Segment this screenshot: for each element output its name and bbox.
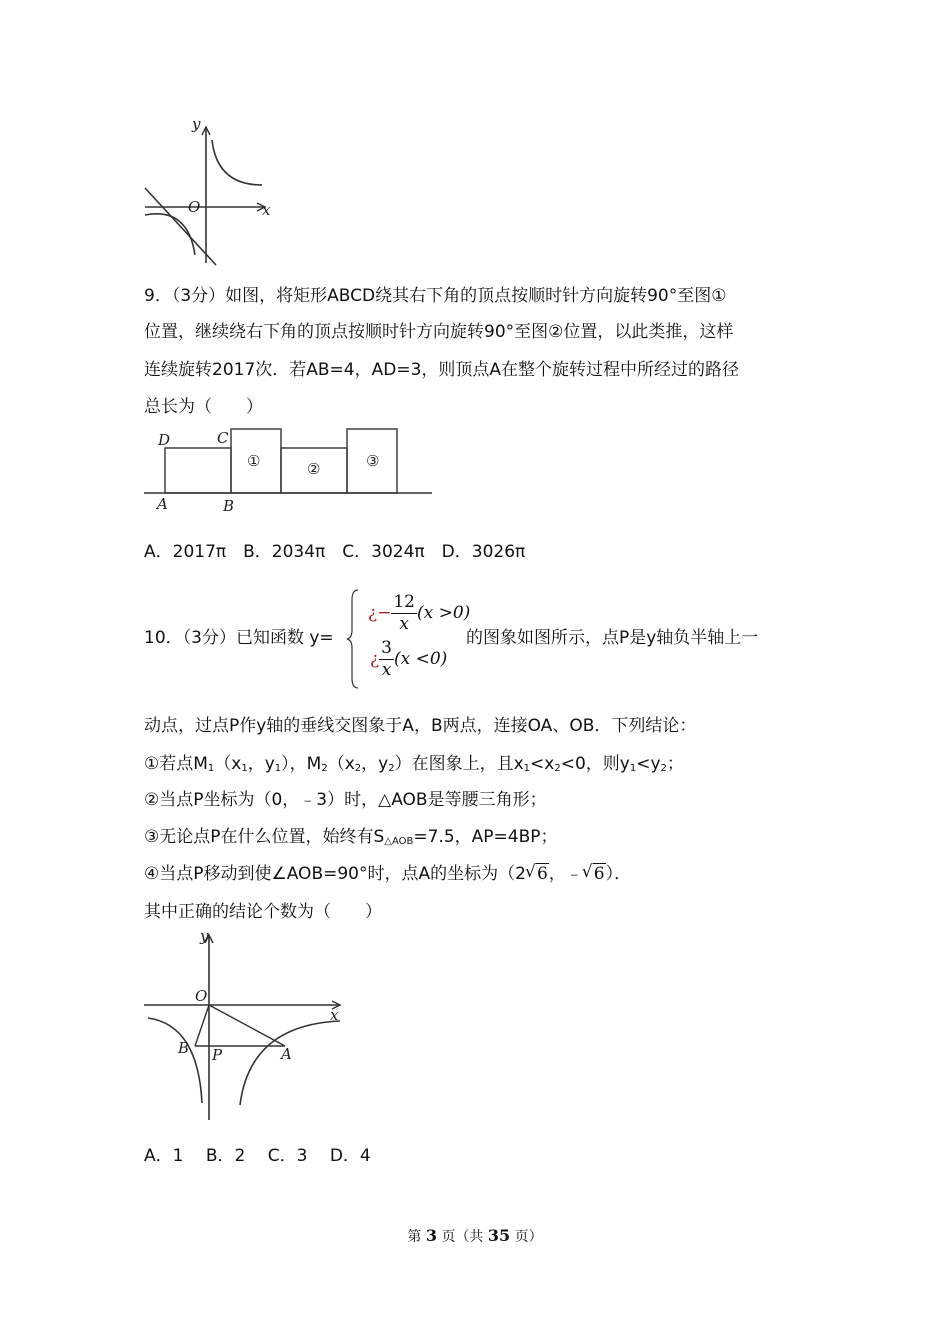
segment-oa <box>209 1005 285 1046</box>
label-b: B <box>178 1039 190 1057</box>
q10-statement-4: ④当点P移动到使∠AOB=90°时，点A的坐标为（2√ 6，﹣√ 6）． <box>144 864 631 884</box>
page-number: 3 <box>425 1226 437 1245</box>
segment-ob <box>195 1005 209 1046</box>
total-pages: 35 <box>487 1226 511 1245</box>
circle-label-1: ① <box>247 452 261 470</box>
y-label: y <box>200 927 209 945</box>
fraction-3-over-x <box>379 638 394 681</box>
q10-prefix: 10．（3分）已知函数 y= <box>144 628 334 648</box>
figure-rotating-rectangles <box>140 425 440 517</box>
piece-2-condition: (x <0) <box>393 649 448 669</box>
sqrt-6: √ 6 <box>583 864 606 884</box>
label-a: A <box>281 1045 292 1063</box>
piece-2-prefix: ¿ <box>370 649 380 669</box>
fraction-denominator: x <box>381 660 392 680</box>
x-label: x <box>262 201 271 219</box>
rectangle-abcd <box>165 448 231 493</box>
fraction-numerator: 12 <box>393 592 415 612</box>
x-label: x <box>330 1006 339 1024</box>
page-footer: 第 3 页（共 35 页） <box>407 1226 543 1245</box>
fraction-numerator: 3 <box>381 638 392 658</box>
q10-options: A．1 B．2 C．3 D．4 <box>144 1146 371 1166</box>
q9-line-3: 连续旋转2017次．若AB=4，AD=3，则顶点A在整个旋转过程中所经过的路径 <box>144 360 740 380</box>
q9-line-4: 总长为（ ） <box>144 397 263 417</box>
circle-label-2: ② <box>307 460 321 478</box>
q10-suffix: 的图象如图所示，点P是y轴负半轴上一 <box>466 628 759 648</box>
label-a: A <box>157 495 168 513</box>
sqrt-6: √ 6 <box>526 864 549 884</box>
hyperbola-right-branch <box>212 140 262 185</box>
q9-options: A．2017π B．2034π C．3024π D．3026π <box>144 542 526 562</box>
y-label: y <box>192 115 201 133</box>
figure-hyperbola-triangle <box>140 925 345 1123</box>
piece-1 <box>368 592 470 635</box>
q9-line-2: 位置，继续绕右下角的顶点按顺时针方向旋转90°至图②位置，以此类推，这样 <box>144 322 734 342</box>
piece-2 <box>370 638 447 681</box>
fraction-denominator: x <box>399 614 409 634</box>
q10-statement-2: ②当点P坐标为（0，﹣3）时，△AOB是等腰三角形； <box>144 790 547 810</box>
label-p: P <box>212 1046 223 1064</box>
fraction-12-over-x <box>391 592 417 635</box>
q10-statement-5: 其中正确的结论个数为（ ） <box>144 902 382 922</box>
label-c: C <box>217 429 229 447</box>
piece-1-prefix: ¿− <box>368 603 392 623</box>
figure-hyperbola-line <box>140 115 280 270</box>
brace <box>346 588 360 690</box>
origin-label: O <box>195 987 208 1005</box>
q9-line-1: 9．（3分）如图，将矩形ABCD绕其右下角的顶点按顺时针方向旋转90°至图① <box>144 286 727 306</box>
origin-label: O <box>188 198 201 216</box>
label-d: D <box>158 431 171 449</box>
q10-statement-1: ①若点$M_1(x_1$，$y_1$），$M_2(x_2$，$y_2$）在图象上，且$x_1<x_2<0$，则$y_1<y_2$； <box>144 754 684 774</box>
hyperbola-left-branch <box>148 1018 202 1103</box>
label-b: B <box>223 497 235 515</box>
q10-statement-3: ③无论点P在什么位置，始终有$S_{\triangle AOB}=7.5$，AP=4BP； <box>144 827 558 847</box>
q10-line-2: 动点，过点P作y轴的垂线交图象于A，B两点，连接OA、OB．下列结论： <box>144 716 697 736</box>
hyperbola-right-branch <box>240 1021 340 1105</box>
circle-label-3: ③ <box>366 452 380 470</box>
piece-1-condition: (x >0) <box>417 603 471 623</box>
